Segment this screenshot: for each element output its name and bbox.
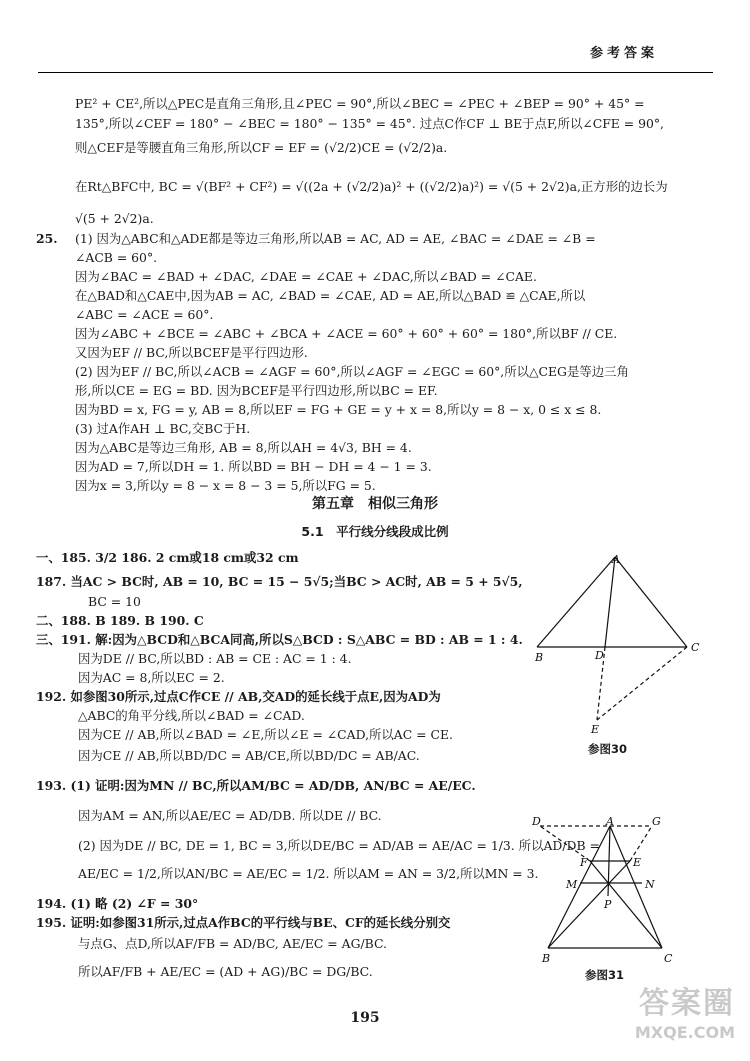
- page-number: 195: [350, 1010, 380, 1026]
- fig30-line-ab: [537, 557, 615, 647]
- fig31-line-ab: [548, 826, 610, 948]
- text-line: ∠ACB = 60°.: [75, 250, 158, 265]
- watermark-top: 答案圈: [639, 986, 735, 1021]
- text-line: 因为AD = 7,所以DH = 1. 所以BD = BH − DH = 4 − 1 = 3.: [75, 459, 432, 474]
- figure-31-caption: 参图31: [585, 968, 625, 982]
- text-line: 形,所以CE = EG = BD. 因为BCEF是平行四边形,所以BC = EF.: [75, 383, 438, 398]
- text-line: 194. (1) 略 (2) ∠F = 30°: [36, 896, 199, 911]
- text-line: 因为DE // BC,所以BD : AB = CE : AC = 1 : 4.: [78, 651, 352, 666]
- text-line: 193. (1) 证明:因为MN // BC,所以AM/BC = AD/DB, AN/BC = AE/EC.: [36, 778, 476, 793]
- text-line: 在Rt△BFC中, BC = √(BF² + CF²) = √((2a + (√2/2)a)² + ((√2/2)a)²) = √(5 + 2√2)a,正方形的边长为: [75, 179, 668, 194]
- text-line: 二、188. B 189. B 190. C: [36, 613, 204, 628]
- text-line: BC = 10: [88, 594, 141, 609]
- text-line: 因为x = 3,所以y = 8 − x = 8 − 3 = 5,所以FG = 5.: [75, 478, 376, 493]
- text-line: 在△BAD和△CAE中,因为AB = AC, ∠BAD = ∠CAE, AD = AE,所以△BAD ≌ △CAE,所以: [75, 288, 586, 303]
- text-line: PE² + CE²,所以△PEC是直角三角形,且∠PEC = 90°,所以∠BEC = ∠PEC + ∠BEP = 90° + 45° =: [75, 96, 645, 111]
- fig31-label-p: P: [604, 898, 612, 911]
- text-line: (2) 因为DE // BC, DE = 1, BC = 3,所以DE/BC = AD/AB = AE/AC = 1/3. 所以AD/DB =: [78, 838, 600, 853]
- text-line: √(5 + 2√2)a.: [75, 211, 154, 226]
- chapter-title: 第五章 相似三角形: [312, 496, 438, 512]
- watermark: [560, 985, 735, 1043]
- text-line: ∠ABC = ∠ACE = 60°.: [75, 307, 214, 322]
- fig31-label-b: B: [542, 952, 551, 965]
- fig31-label-g: G: [652, 816, 661, 828]
- fig31-label-d: D: [532, 816, 541, 828]
- fig30-line-ce: [597, 647, 687, 720]
- text-line: 一、185. 3/2 186. 2 cm或18 cm或32 cm: [36, 550, 299, 565]
- text-line: 195. 证明:如参图31所示,过点A作BC的平行线与BE、CF的延长线分别交: [36, 915, 451, 930]
- text-line: 所以AF/FB + AE/EC = (AD + AG)/BC = DG/BC.: [78, 964, 373, 979]
- text-line: 因为CE // AB,所以∠BAD = ∠E,所以∠E = ∠CAD,所以AC = CE.: [78, 727, 453, 742]
- text-line: 三、191. 解:因为△BCD和△BCA同高,所以S△BCD : S△ABC = BD : AB = 1 : 4.: [36, 632, 523, 647]
- text-line: 则△CEF是等腰直角三角形,所以CF = EF = (√2/2)CE = (√2/2)a.: [75, 140, 448, 155]
- fig30-label-e: E: [591, 723, 600, 736]
- fig31-line-be: [548, 861, 630, 948]
- fig30-label-b: B: [535, 651, 544, 664]
- fig31-label-m: M: [566, 878, 578, 891]
- text-line: AE/EC = 1/2,所以AN/BC = AE/EC = 1/2. 所以AM = AN = 3/2,所以MN = 3.: [78, 866, 539, 881]
- figure-31: [532, 816, 692, 966]
- text-line: 因为BD = x, FG = y, AB = 8,所以EF = FG + GE = y + x = 8,所以y = 8 − x, 0 ≤ x ≤ 8.: [75, 402, 602, 417]
- section-title: 5.1 平行线分线段成比例: [301, 524, 449, 539]
- text-line: 187. 当AC > BC时, AB = 10, BC = 15 − 5√5;当BC > AC时, AB = 5 + 5√5,: [36, 574, 523, 589]
- question-number: 25.: [36, 231, 58, 246]
- text-line: 又因为EF // BC,所以BCEF是平行四边形.: [75, 345, 308, 360]
- text-line: (1) 因为△ABC和△ADE都是等边三角形,所以AB = AC, AD = AE, ∠BAC = ∠DAE = ∠B =: [75, 231, 596, 246]
- fig31-label-f: F: [580, 856, 588, 869]
- fig31-label-e: E: [633, 856, 642, 869]
- text-line: 因为CE // AB,所以BD/DC = AB/CE,所以BD/DC = AB/AC.: [78, 748, 420, 763]
- text-line: 因为AC = 8,所以EC = 2.: [78, 670, 225, 685]
- page-header: 参考答案: [589, 46, 658, 61]
- fig30-label-c: C: [691, 641, 700, 654]
- watermark-bottom: MXQE.COM: [634, 1022, 735, 1042]
- text-line: 192. 如参图30所示,过点C作CE // AB,交AD的延长线于点E,因为AD为: [36, 689, 441, 704]
- figure-30-caption: 参图30: [588, 742, 628, 756]
- text-line: 因为∠BAC = ∠BAD + ∠DAC, ∠DAE = ∠CAE + ∠DAC,所以∠BAD = ∠CAE.: [75, 269, 537, 284]
- text-line: (2) 因为EF // BC,所以∠ACB = ∠AGF = 60°,所以∠AGF = ∠EGC = 60°,所以△CEG是等边三角: [75, 364, 629, 379]
- fig31-label-n: N: [645, 878, 655, 891]
- fig30-line-ad: [605, 557, 615, 647]
- fig30-label-d: D: [595, 649, 604, 662]
- fig30-label-a: A: [612, 555, 620, 566]
- fig31-label-a: A: [606, 816, 614, 828]
- fig31-line-cf: [590, 861, 662, 948]
- header-rule: [38, 72, 713, 73]
- text-line: 因为AM = AN,所以AE/EC = AD/DB. 所以DE // BC.: [78, 808, 382, 823]
- text-line: 因为△ABC是等边三角形, AB = 8,所以AH = 4√3, BH = 4.: [75, 440, 412, 455]
- figure-30: [535, 555, 705, 745]
- text-line: 因为∠ABC + ∠BCE = ∠ABC + ∠BCA + ∠ACE = 60° + 60° + 60° = 180°,所以BF // CE.: [75, 326, 618, 341]
- text-line: (3) 过A作AH ⊥ BC,交BC于H.: [75, 421, 251, 436]
- text-line: 与点G、点D,所以AF/FB = AD/BC, AE/EC = AG/BC.: [78, 936, 387, 951]
- text-line: △ABC的角平分线,所以∠BAD = ∠CAD.: [78, 708, 305, 723]
- text-line: 135°,所以∠CEF = 180° − ∠BEC = 180° − 135° = 45°. 过点C作CF ⊥ BE于点F,所以∠CFE = 90°,: [75, 116, 664, 131]
- fig31-label-c: C: [664, 952, 673, 965]
- fig30-line-ac: [615, 557, 687, 647]
